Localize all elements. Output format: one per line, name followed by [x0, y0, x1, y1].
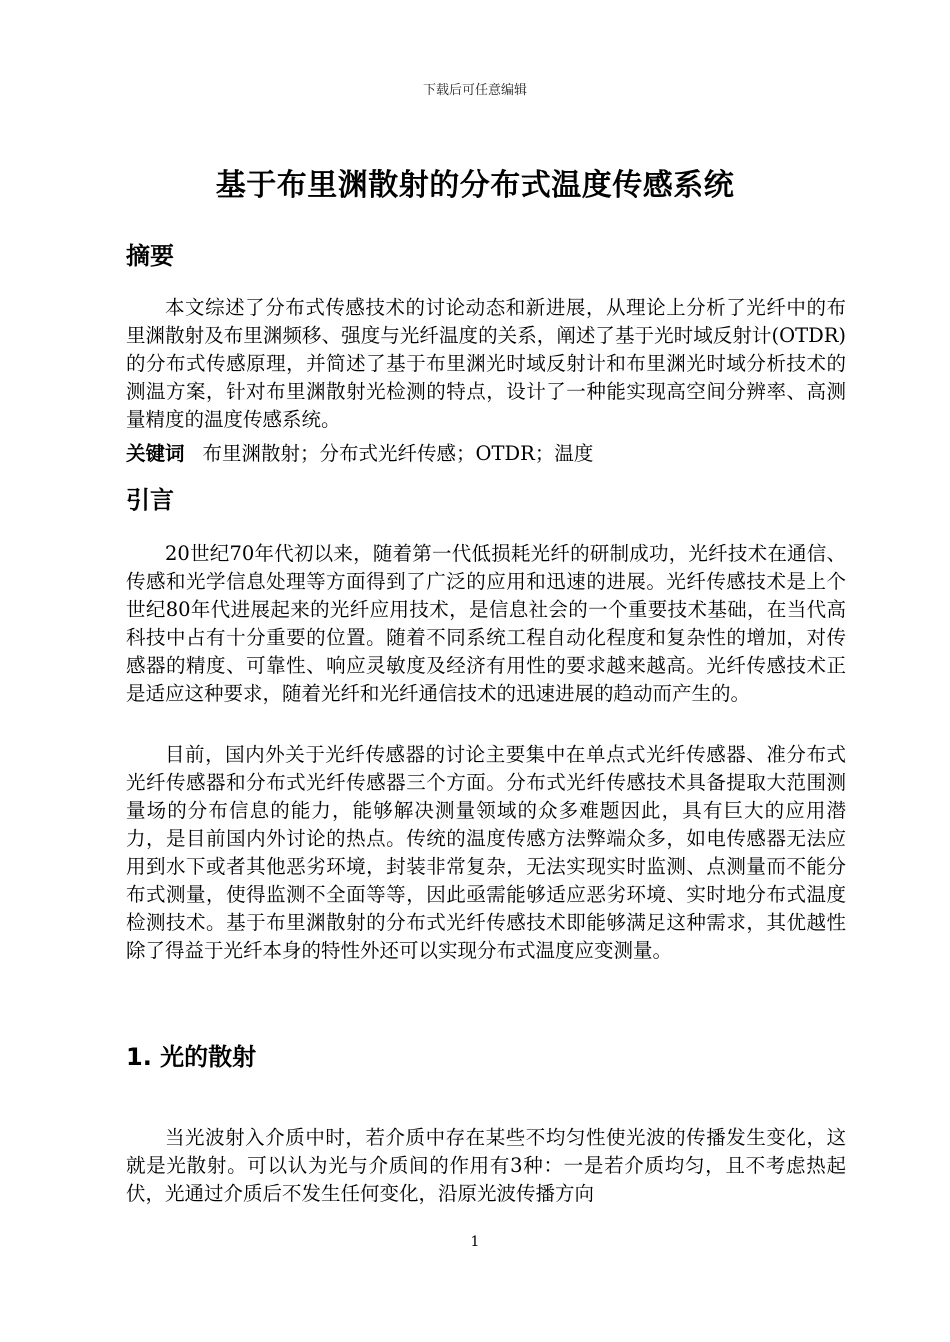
header-note: 下载后可任意编辑 — [422, 83, 527, 98]
introduction-paragraph-1: 20世纪70年代初以来，随着第一代低损耗光纤的研制成功，光纤技术在通信、传感和光学信息处理等方面得到了广泛的应用和迅速的进展。光纤传感技术是上个世纪80年代进展起来的光纤应用技术，是信息社会的一个重要技术基础，在当代高科技中占有十分重要的位置。随着不同系统工程自动化程度和复杂性的增加，对传感器的精度、可靠性、响应灵敏度及经济有用性的要求越来越高。光纤传感技术正是适应这种要求，随着光纤和光纤通信技术的迅速进展的趋动而产生的。 — [126, 542, 846, 705]
document-title: 基于布里渊散射的分布式温度传感系统 — [215, 168, 735, 203]
abstract-heading: 摘要 — [126, 242, 174, 270]
introduction-heading: 引言 — [126, 486, 174, 514]
keywords-text: 布里渊散射；分布式光纤传感；OTDR；温度 — [202, 442, 594, 465]
keywords-label: 关键词 — [126, 442, 185, 465]
introduction-paragraph-2: 目前，国内外关于光纤传感器的讨论主要集中在单点式光纤传感器、准分布式光纤传感器和分布式光纤传感器三个方面。分布式光纤传感技术具备提取大范围测量场的分布信息的能力，能够解决测量领域的众多难题因此，具有巨大的应用潜力，是目前国内外讨论的热点。传统的温度传感方法弊端众多，如电传感器无法应用到水下或者其他恶劣环境，封装非常复杂，无法实现实时监测、点测量而不能分布式测量，使得监测不全面等等，因此亟需能够适应恶劣环境、实时地分布式温度检测技术。基于布里渊散射的分布式光纤传感技术即能够满足这种需求，其优越性除了得益于光纤本身的特性外还可以实现分布式温度应变测量。 — [126, 743, 846, 962]
keywords-line — [126, 440, 593, 468]
page-number: 1 — [470, 1234, 480, 1250]
section-1-heading: 1. 光的散射 — [126, 1043, 257, 1071]
section-1-paragraph-1: 当光波射入介质中时，若介质中存在某些不均匀性使光波的传播发生变化，这就是光散射。可以认为光与介质间的作用有3种：一是若介质均匀，且不考虑热起伏，光通过介质后不发生任何变化，沿原光波传播方向 — [126, 1126, 846, 1205]
abstract-paragraph: 本文综述了分布式传感技术的讨论动态和新进展，从理论上分析了光纤中的布里渊散射及布里渊频移、强度与光纤温度的关系，阐述了基于光时域反射计(OTDR)的分布式传感原理，并简述了基于布里渊光时域反射计和布里渊光时域分析技术的测温方案，针对布里渊散射光检测的特点，设计了一种能实现高空间分辨率、高测量精度的温度传感系统。 — [126, 296, 846, 431]
